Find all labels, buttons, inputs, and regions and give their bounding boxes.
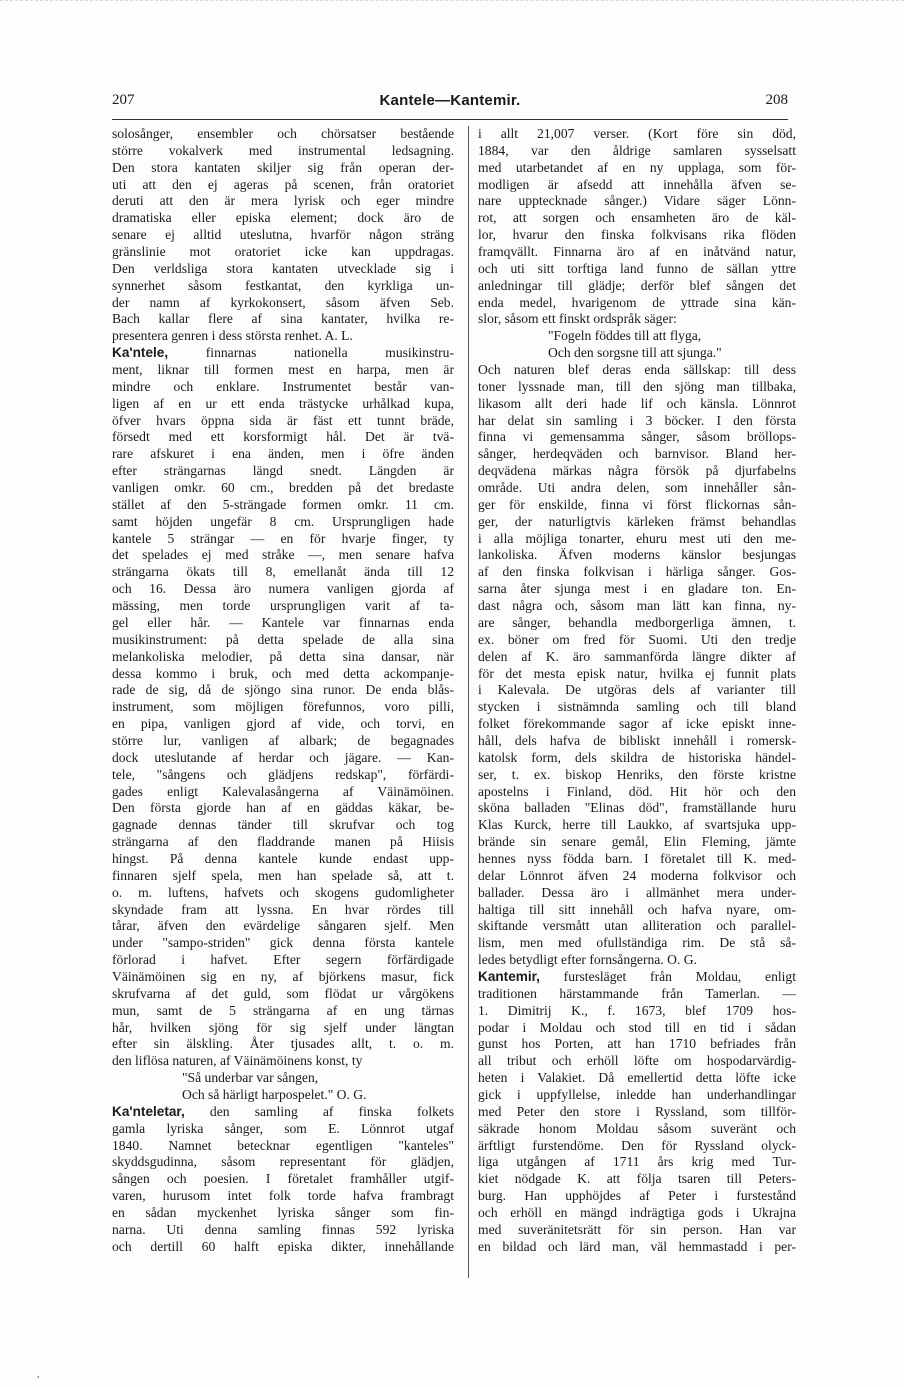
text-line: 1840. Namnet betecknar egentligen "kanteles" <box>112 1137 454 1153</box>
text-line: i alla möjliga tonarter, ehuru mest uti den me- <box>478 530 796 546</box>
text-line: haltiga till sitt innehåll och hafva nyare, om- <box>478 901 796 917</box>
text-line: anledningar till glädje; derför blef sången det <box>478 277 796 293</box>
text-line: Ka'ntele, finnarnas nationella musikinstru- <box>112 345 454 361</box>
text-line: modligen är afsedd att innehålla äfven se- <box>478 176 796 192</box>
text-line: vanligen omkr. 60 cm., bredden på det bredaste <box>112 480 454 496</box>
text-line: skrufvarna af det guld, som flödat ur vårgökens <box>112 985 454 1001</box>
text-line: förlorad i hafvet. Efter segern förfärdigade <box>112 952 454 968</box>
text-line: en bildad och lärd man, väl hemmastadd i per- <box>478 1238 796 1254</box>
text-line: nare upptecknade sånger.) Vidare säger Lönn- <box>478 193 796 209</box>
text-line: Kantemir, furstesläget från Moldau, enligt <box>478 968 796 984</box>
text-line: med utarbetandet af en ny upplaga, som för- <box>478 159 796 175</box>
text-line: toner lyssnade man, till den sjöng man tillbaka, <box>478 378 796 394</box>
text-line: samt höjden ungefär 8 cm. Ursprungligen hade <box>112 513 454 529</box>
running-head: Kantele—Kantemir. <box>379 92 521 109</box>
text-line: burg. Han upphöjdes af Peter i furstestånd <box>478 1188 796 1204</box>
text-line: med Peter den store i Ryssland, som tillför- <box>478 1103 796 1119</box>
text-line: finna vi gemensamma sånger, såsom bröllops- <box>478 429 796 445</box>
text-line: apostelns i Finland, död. Hit hör och den <box>478 783 796 799</box>
text-line: lankoliska. Äfven moderns känslor besjungas <box>478 547 796 563</box>
text-line: kiet nödgade K. att följa tsaren till Peters- <box>478 1171 796 1187</box>
text-line: en sådan myckenhet lyriska sånger som fin- <box>112 1205 454 1220</box>
text-line: under "sampo-striden" gick denna första kantele <box>112 935 454 951</box>
text-line: solosånger, ensembler och chörsatser bestående <box>112 126 454 141</box>
text-line: ligen af en ur ett enda trästycke urhålkad kupa, <box>112 395 454 411</box>
text-line: för det mesta episk natur, hvilka ej funnit plats <box>478 665 796 681</box>
text-line: ärftligt furstendöme. Den för Ryssland olyck- <box>478 1137 796 1153</box>
text-line: Ka'nteletar, den samling af finska folkets <box>112 1103 454 1119</box>
text-line: ment, liknar till formen mest en harpa, men är <box>112 362 454 378</box>
text-line: o. m. luftens, hafvets och skogens gudomligheter <box>112 884 454 900</box>
text-line: af den finska folkvisan i härliga sånger. Gos- <box>478 564 796 580</box>
text-line: rade de sig, då de sjöngo sina runor. De enda blås- <box>112 682 454 698</box>
headword: Ka'nteletar, <box>112 1103 185 1119</box>
text-line: har delat sin samling i 3 böcker. I den första <box>478 412 796 428</box>
column-divider <box>468 126 469 1278</box>
text-line: all tribut och erhöll löfte om hospodarvärdig- <box>478 1053 796 1069</box>
text-line: slor, såsom ett finskt ordspråk säger: <box>478 311 677 327</box>
text-line: det spelades ej med stråke —, men senare hafva <box>112 547 454 563</box>
text-line: gagnade dennas tänder till skrufvar och tog <box>112 817 454 833</box>
text-line: sarna åter sjunga mest i en gladare ton. En- <box>478 581 796 597</box>
text-line: rare afskuret i ena änden, men i öfre änden <box>112 446 454 462</box>
text-line: skiftande versmått utan alliteration och parallel- <box>478 918 796 934</box>
text-line: Och den sorgsne till att sjunga." <box>548 345 722 361</box>
left-column <box>112 126 454 1256</box>
text-line: skyddsgudinna, såsom representant för glädjen, <box>112 1154 454 1170</box>
text-line: gränslinie mot oratoriet icke kan uppdragas. <box>112 244 454 260</box>
text-line: mässing, men torde ursprungligen varit af ta- <box>112 598 454 614</box>
text-line: liga utgången af 1711 års krig med Tur- <box>478 1154 796 1170</box>
text-line: delen af K. äro sammanförda längre dikter af <box>478 648 796 664</box>
page-header <box>112 92 788 114</box>
text-line: tele, "sångens och glädjens redskap", förfärdi- <box>112 766 454 782</box>
text-line: i Kalevala. De utgöras dels af varianter till <box>478 682 796 698</box>
scan-edge <box>0 0 904 11</box>
text-line: Och så härligt harpospelet." O. G. <box>182 1086 367 1102</box>
text-line: säkrade honom Moldau såsom suveränt och <box>478 1120 796 1136</box>
text-line: presentera genren i dess största renhet. A. L. <box>112 328 353 344</box>
text-line: en pipa, vanligen gjord af vide, och torvi, en <box>112 716 454 732</box>
page-number-right: 208 <box>765 92 788 108</box>
text-line: Väinämöinen sig en ny, af björkens masur, fick <box>112 968 454 984</box>
text-line: hennes nyss födda barn. I företalet till K. med- <box>478 850 796 866</box>
text-line: rot, att sorgen och ensamheten äro de käl- <box>478 210 796 226</box>
text-line: och dertill 60 halft episka dikter, innehållande <box>112 1238 454 1254</box>
text-line: deqvädena märkas några försök på djurfabelns <box>478 463 796 479</box>
text-line: instrument, som möjligen förefunnos, voro pilli, <box>112 699 454 715</box>
text-line: efter strängarnas längd snedt. Längden är <box>112 463 454 479</box>
text-line: ex. böner om fred för Suomi. Uti den tredje <box>478 631 796 647</box>
text-line: gel eller hår. — Kantele var finnarnas enda <box>112 614 454 630</box>
text-line: sånger, herdeqväden och barnvisor. Bland her- <box>478 446 796 462</box>
text-line: mindre och enklare. Instrumentet består van- <box>112 378 454 394</box>
text-line: musikinstrument: på detta spelade de alla sina <box>112 631 454 647</box>
text-line: gamla lyriska sånger, som E. Lönnrot utgaf <box>112 1120 454 1136</box>
text-line: stället af den 5-strängade formen omkr. 11 cm. <box>112 496 454 512</box>
text-line: senare ej alltid uteslutna, hvarför någon sträng <box>112 227 454 243</box>
right-column <box>478 126 796 1256</box>
text-line: stycken i sistnämnda samling och till bland <box>478 699 796 715</box>
text-line: heten i Valakiet. Då emellertid detta löfte icke <box>478 1070 796 1086</box>
text-line: kantele 5 strängar — en för hvarje finger, ty <box>112 530 454 546</box>
text-line: tårar, äfven den evärdelige sångaren sjelf. Men <box>112 918 454 934</box>
text-line: framqvällt. Finnarna äro af en inåtvänd natur, <box>478 244 796 260</box>
text-line: sköna balladen "Elinas död", framställande huru <box>478 800 796 816</box>
text-line: försedt med ett korsformigt hål. Det är tvä- <box>112 429 454 445</box>
text-line: mun, samt de 5 strängarna af en ung tärnas <box>112 1002 454 1018</box>
text-line: ger för enskilde, finna vi först flickornas sån- <box>478 496 796 512</box>
text-line: gick i uppfyllelse, inledde han underhandlingar <box>478 1086 796 1102</box>
text-line: synnerhet såsom festkantat, den kyrkliga un- <box>112 277 454 293</box>
text-line: delar Lönnrot äfven 24 moderna folkvisor och <box>478 867 796 883</box>
text-line: strängarna ökats till 8, emellanåt ända till 12 <box>112 564 454 580</box>
text-line: finnaren sjelf spela, men han spelade så, att t. <box>112 867 454 883</box>
text-line: hingst. På denna kantele kunde endast upp- <box>112 850 454 866</box>
text-line: Den första gjorde han af en gäddas käkar, be- <box>112 800 454 816</box>
text-line: Bach kallar flere af sina kantater, hvilka re- <box>112 311 454 327</box>
text-line: den liflösa naturen, af Väinämöinens konst, ty <box>112 1053 363 1069</box>
text-line: större lur, vanligen af albark; de begagnades <box>112 732 454 748</box>
text-line: gades enligt Kalevalasångerna af Väinämöinen. <box>112 783 454 799</box>
text-line: "Så underbar var sången, <box>182 1070 319 1086</box>
text-line: och 16. Dessa äro numera vanligen gjorda af <box>112 581 454 597</box>
text-line: större vokalverk med instrumental ledsagning. <box>112 142 454 158</box>
text-line: och erhöll en mängd indrägtiga gods i Ukrajna <box>478 1205 796 1220</box>
text-line: dramatiska eller episka element; dock äro de <box>112 210 454 226</box>
text-line: ser, t. ex. biskop Henriks, den förste kristne <box>478 766 796 782</box>
text-line: narna. Uti denna samling finnas 592 lyriska <box>112 1221 454 1237</box>
headword: Ka'ntele, <box>112 345 169 361</box>
text-line: likasom allt deri hade lif och känsla. Lönnrot <box>478 395 796 411</box>
text-line: öfver hvars öppna sida är fäst ett tunnt bräde, <box>112 412 454 428</box>
text-line: gunst hos Porten, att han 1710 befriades från <box>478 1036 796 1052</box>
text-line: lism, men med ofullständiga rim. De stå så- <box>478 935 796 951</box>
text-line: dast några och, såsom man lätt kan finna, ny- <box>478 598 796 614</box>
margin-mark: , <box>37 1369 40 1380</box>
text-line: dock uteslutande af herdar och jägare. — Kan- <box>112 749 454 765</box>
text-line: håll, dels hafva de bibliskt innehåll i romersk- <box>478 732 796 748</box>
text-line: 1884, var den åldrige samlaren sysselsatt <box>478 142 796 158</box>
text-line: hår, hvilken sjöng för sig sjelf under längtan <box>112 1019 454 1035</box>
headword: Kantemir, <box>478 968 540 984</box>
text-line: enda medel, hvarigenom de yttrade sina kän- <box>478 294 796 310</box>
header-rule <box>112 119 788 120</box>
text-line: ledes betydligt efter fornsångerna. O. G. <box>478 952 697 968</box>
text-line: efter sin älskling. Åter tjusades allt, t. o. m. <box>112 1036 454 1052</box>
text-line: "Fogeln föddes till att flyga, <box>548 328 702 344</box>
text-line: sången och poesien. I företalet framhåller utgif- <box>112 1171 454 1187</box>
text-line: lor, hvarur den finska folkvisans rika flöden <box>478 227 796 243</box>
text-line: melankoliska melodier, på detta sina dansar, när <box>112 648 454 664</box>
text-line: deruti att den är mera lyrisk och eger mindre <box>112 193 454 209</box>
text-line: varen, hurusom intet folk torde hafva frambragt <box>112 1188 454 1204</box>
text-line: der namn af kyrkokonsert, såsom äfven Seb. <box>112 294 454 310</box>
text-line: med suveränitetsrätt för sin person. Han var <box>478 1221 796 1237</box>
text-line: skyndade fram att lyssna. En hvar rördes till <box>112 901 454 917</box>
text-line: uti att den ej ageras på scenen, från oratoriet <box>112 176 454 192</box>
text-line: Den stora kantaten skiljer sig från operan der- <box>112 159 454 175</box>
text-line: Klas Kurck, herre till Laukko, af svartsjuka upp- <box>478 817 796 833</box>
text-line: ger, der naturligtvis kärleken främst behandlas <box>478 513 796 529</box>
text-line: are sånger, behandla medborgerliga ämnen, t. <box>478 614 796 630</box>
text-line: Och naturen blef deras enda sällskap: till dess <box>478 362 796 378</box>
text-line: folket förekommande sagor af icke episkt inne- <box>478 716 796 732</box>
text-line: Den verldsliga stora kantaten utvecklade sig i <box>112 260 454 276</box>
text-line: katolsk form, dels skildra de historiska händel- <box>478 749 796 765</box>
text-line: område. Uti andra delen, som innehåller sån- <box>478 480 796 496</box>
text-line: podar i Moldau och stod till en tid i sådan <box>478 1019 796 1035</box>
text-line: dessa kommo i bruk, och med detta ackompanje- <box>112 665 454 681</box>
text-line: traditionen härstammande från Tamerlan. — <box>478 985 796 1001</box>
text-line: ballader. Dessa äro i allmänhet mera under- <box>478 884 796 900</box>
page-number-left: 207 <box>112 92 135 108</box>
text-line: i allt 21,007 verser. (Kort före sin död, <box>478 126 796 141</box>
text-line: strängarna af den fladdrande manen på Hiisis <box>112 834 454 850</box>
text-line: 1. Dimitrij K., f. 1673, blef 1709 hos- <box>478 1002 796 1018</box>
text-line: brände sin senare gemål, Elin Fleming, jämte <box>478 834 796 850</box>
text-line: och uti sitt torftiga land funno de sällan yttre <box>478 260 796 276</box>
